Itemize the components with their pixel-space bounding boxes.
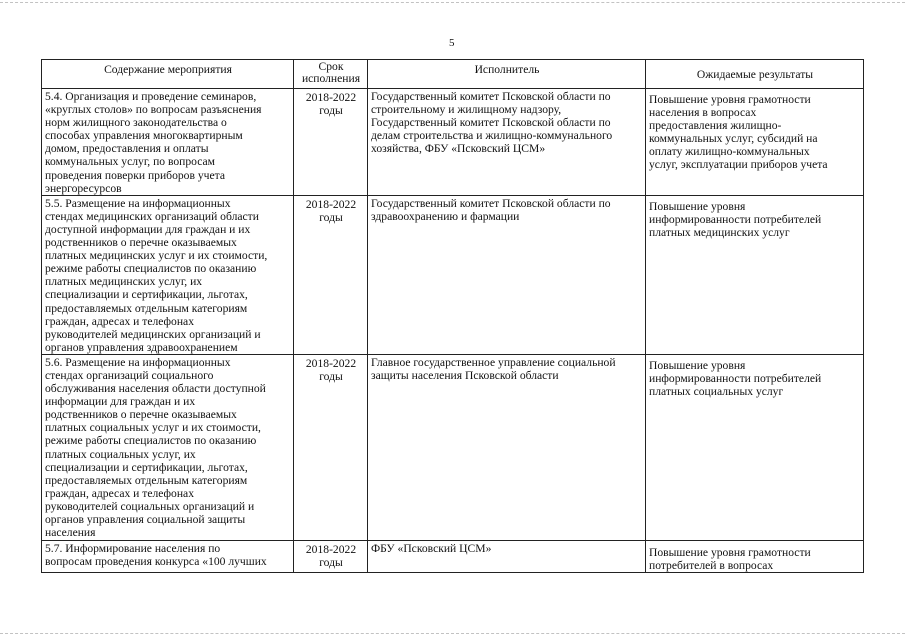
cell-result: Повышение уровня информированности потребителей платных медицинских услуг [646,195,864,354]
header-content: Содержание мероприятия [42,60,294,89]
table-row [42,89,864,196]
header-executor: Исполнитель [368,60,646,89]
header-term: Срок исполнения [294,60,368,89]
scan-edge-bottom [0,633,905,634]
cell-result: Повышение уровня грамотности потребителей в вопросах [646,540,864,572]
cell-term: 2018-2022 годы [294,354,368,540]
cell-executor: Главное государственное управление социальной защиты населения Псковской области [368,354,646,540]
table-row [42,354,864,540]
table-row [42,540,864,572]
cell-term: 2018-2022 годы [294,195,368,354]
cell-content: 5.5. Размещение на информационных стендах медицинских организаций области доступной информации для граждан и их родственников о перечне оказываемых платных медицинских услуг и их стоимости, режиме работы специалистов по оказанию платных медицинских услуг, их специализации и сертификации, льготах, предоставляемых отдельным категориям граждан, адресах и телефонах руководителей медицинских организаций и органов управления здравоохранением [42,195,294,354]
page-number: 5 [449,37,455,49]
table-row [42,195,864,354]
cell-term: 2018-2022 годы [294,540,368,572]
cell-executor: Государственный комитет Псковской области по строительному и жилищному надзору, Государственный комитет Псковской области по делам строительства и жилищно-коммунального хозяйства, ФБУ «Псковский ЦСМ» [368,89,646,196]
table-header-row [42,60,864,89]
cell-content: 5.4. Организация и проведение семинаров, «круглых столов» по вопросам разъяснения норм жилищного законодательства о способах управления многоквартирным домом, предоставления и оплаты коммунальных услуг, по вопросам проведения поверки приборов учета энергоресурсов [42,89,294,196]
cell-result: Повышение уровня грамотности населения в вопросах предоставления жилищно- коммунальных услуг, субсидий на оплату жилищно-коммунальных услуг, эксплуатации приборов учета [646,89,864,196]
cell-executor: ФБУ «Псковский ЦСМ» [368,540,646,572]
header-results: Ожидаемые результаты [646,60,864,89]
cell-executor: Государственный комитет Псковской области по здравоохранению и фармации [368,195,646,354]
scan-edge-top [0,2,905,3]
cell-content: 5.7. Информирование населения по вопросам проведения конкурса «100 лучших [42,540,294,572]
measures-table [41,59,864,573]
cell-content: 5.6. Размещение на информационных стендах организаций социального обслуживания населения области доступной информации для граждан и их родственников о перечне оказываемых платных социальных услуг и их стоимости, режиме работы специалистов по оказанию платных социальных услуг, их специализации и сертификации, льготах, предоставляемых отдельным категориям граждан, адресах и телефонах руководителей социальных организаций и органов управления социальной защиты населения [42,354,294,540]
cell-result: Повышение уровня информированности потребителей платных социальных услуг [646,354,864,540]
cell-term: 2018-2022 годы [294,89,368,196]
